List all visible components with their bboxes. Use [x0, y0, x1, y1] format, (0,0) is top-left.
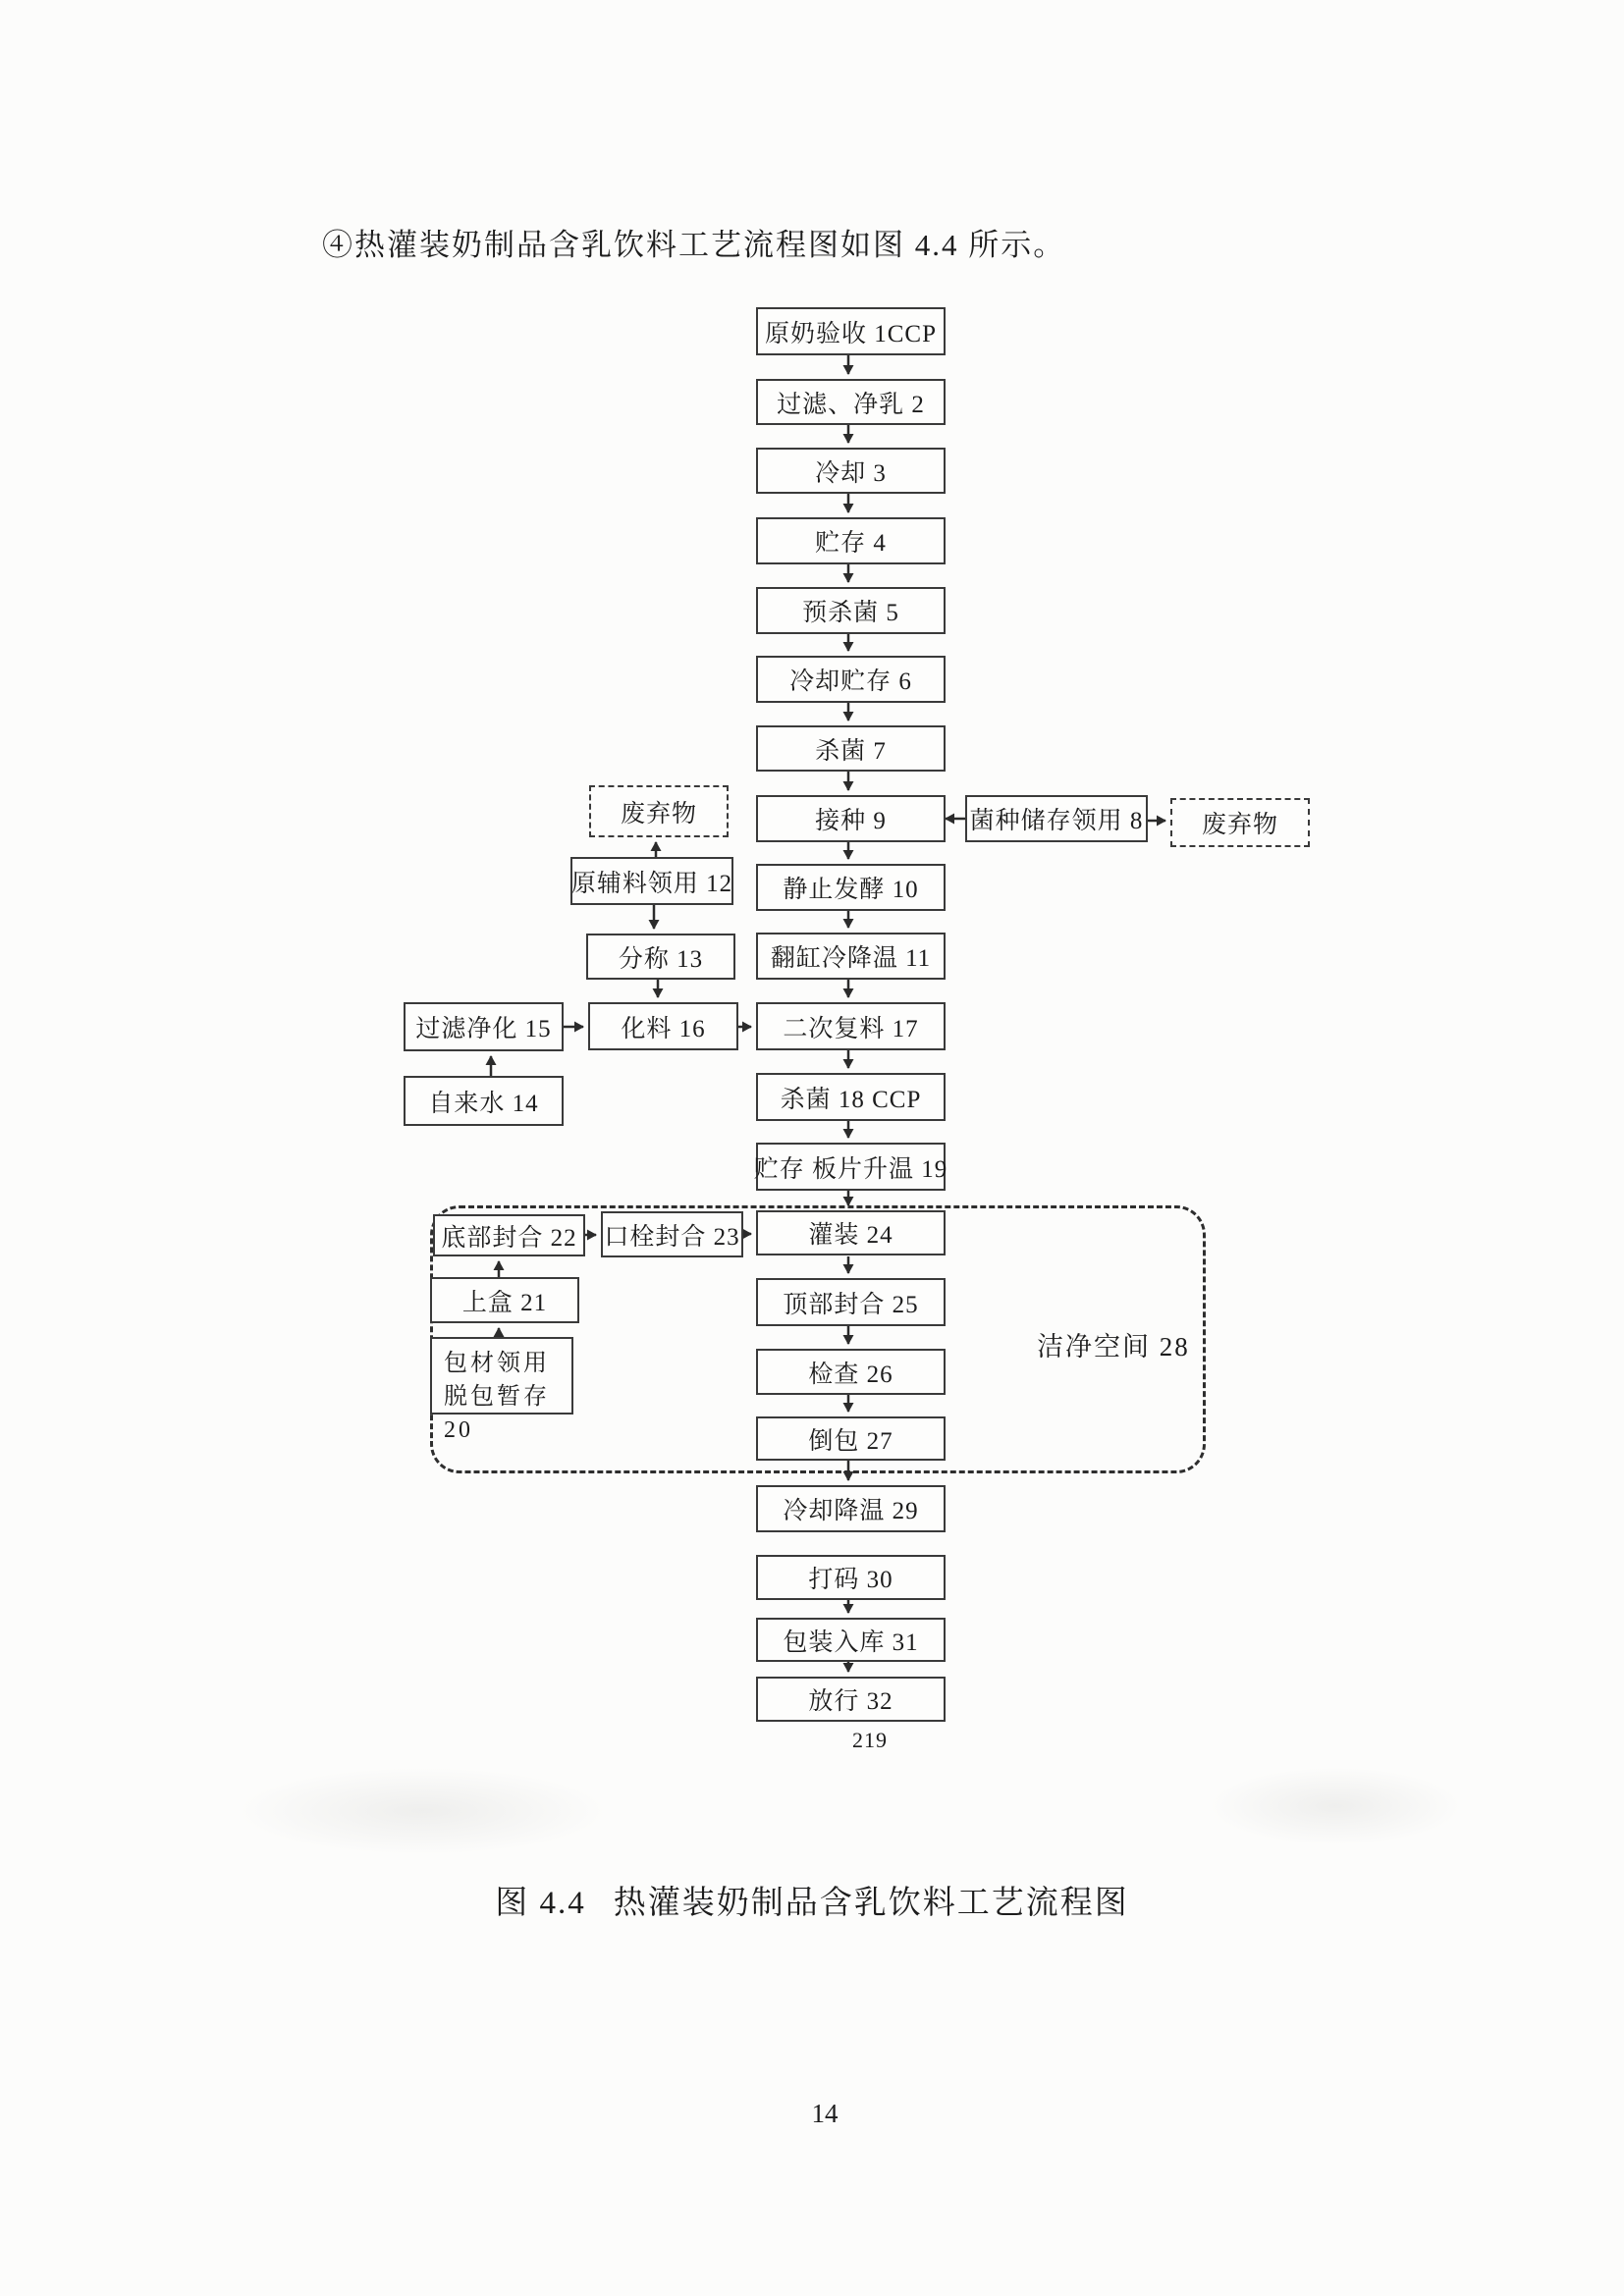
node-filter-purify-2: 过滤、净乳 2: [756, 379, 946, 425]
node-filling-24: 灌装 24: [756, 1210, 946, 1255]
node-storage-plate-heating-19: 贮存 板片升温 19: [756, 1143, 946, 1191]
source-page-number: 219: [852, 1728, 888, 1752]
node-raw-milk-acceptance-1: 原奶验收 1CCP: [756, 307, 946, 355]
figure-caption-label: 图 4.4: [495, 1886, 586, 1921]
node-waste-right: 废弃物: [1170, 798, 1310, 847]
node-cooling-down-29: 冷却降温 29: [756, 1485, 946, 1532]
node-packaging-material-requisition-20: 包材领用脱包暂存 20: [430, 1337, 573, 1415]
node-inoculation-9: 接种 9: [756, 795, 946, 842]
node-inspection-26: 检查 26: [756, 1349, 946, 1395]
node-spout-sealing-23: 口栓封合 23: [601, 1211, 743, 1257]
node-waste-left: 废弃物: [589, 785, 729, 837]
node-cooling-storage-6: 冷却贮存 6: [756, 656, 946, 703]
node-cooling-3: 冷却 3: [756, 448, 946, 494]
node-packing-warehouse-31: 包装入库 31: [756, 1618, 946, 1662]
node-filter-purification-15: 过滤净化 15: [404, 1002, 564, 1051]
node-sterilization-7: 杀菌 7: [756, 725, 946, 772]
node-raw-material-requisition-12: 原辅料领用 12: [570, 857, 733, 905]
section-heading: ④热灌装奶制品含乳饮料工艺流程图如图 4.4 所示。: [322, 228, 1066, 262]
node-top-sealing-25: 顶部封合 25: [756, 1278, 946, 1326]
clean-space-label: 洁净空间 28: [1037, 1332, 1190, 1362]
node-inverted-pack-27: 倒包 27: [756, 1416, 946, 1461]
page-number: 14: [811, 2099, 839, 2128]
node-tank-cooling-11: 翻缸冷降温 11: [756, 933, 946, 980]
node-storage-4: 贮存 4: [756, 517, 946, 564]
node-sterilization-18-ccp: 杀菌 18 CCP: [756, 1073, 946, 1121]
node-culture-storage-8: 菌种储存领用 8: [965, 795, 1148, 842]
figure-caption-title: 热灌装奶制品含乳饮料工艺流程图: [613, 1886, 1129, 1921]
node-pre-sterilization-5: 预杀菌 5: [756, 587, 946, 634]
node-weighing-13: 分称 13: [586, 934, 735, 980]
node-tap-water-14: 自来水 14: [404, 1076, 564, 1126]
node-material-dissolving-16: 化料 16: [588, 1002, 738, 1050]
node-release-32: 放行 32: [756, 1677, 946, 1722]
node-second-mixing-17: 二次复料 17: [756, 1002, 946, 1050]
node-carton-loading-21: 上盒 21: [430, 1277, 579, 1323]
node-static-fermentation-10: 静止发酵 10: [756, 864, 946, 911]
node-coding-30: 打码 30: [756, 1555, 946, 1600]
node-bottom-sealing-22: 底部封合 22: [433, 1214, 585, 1256]
